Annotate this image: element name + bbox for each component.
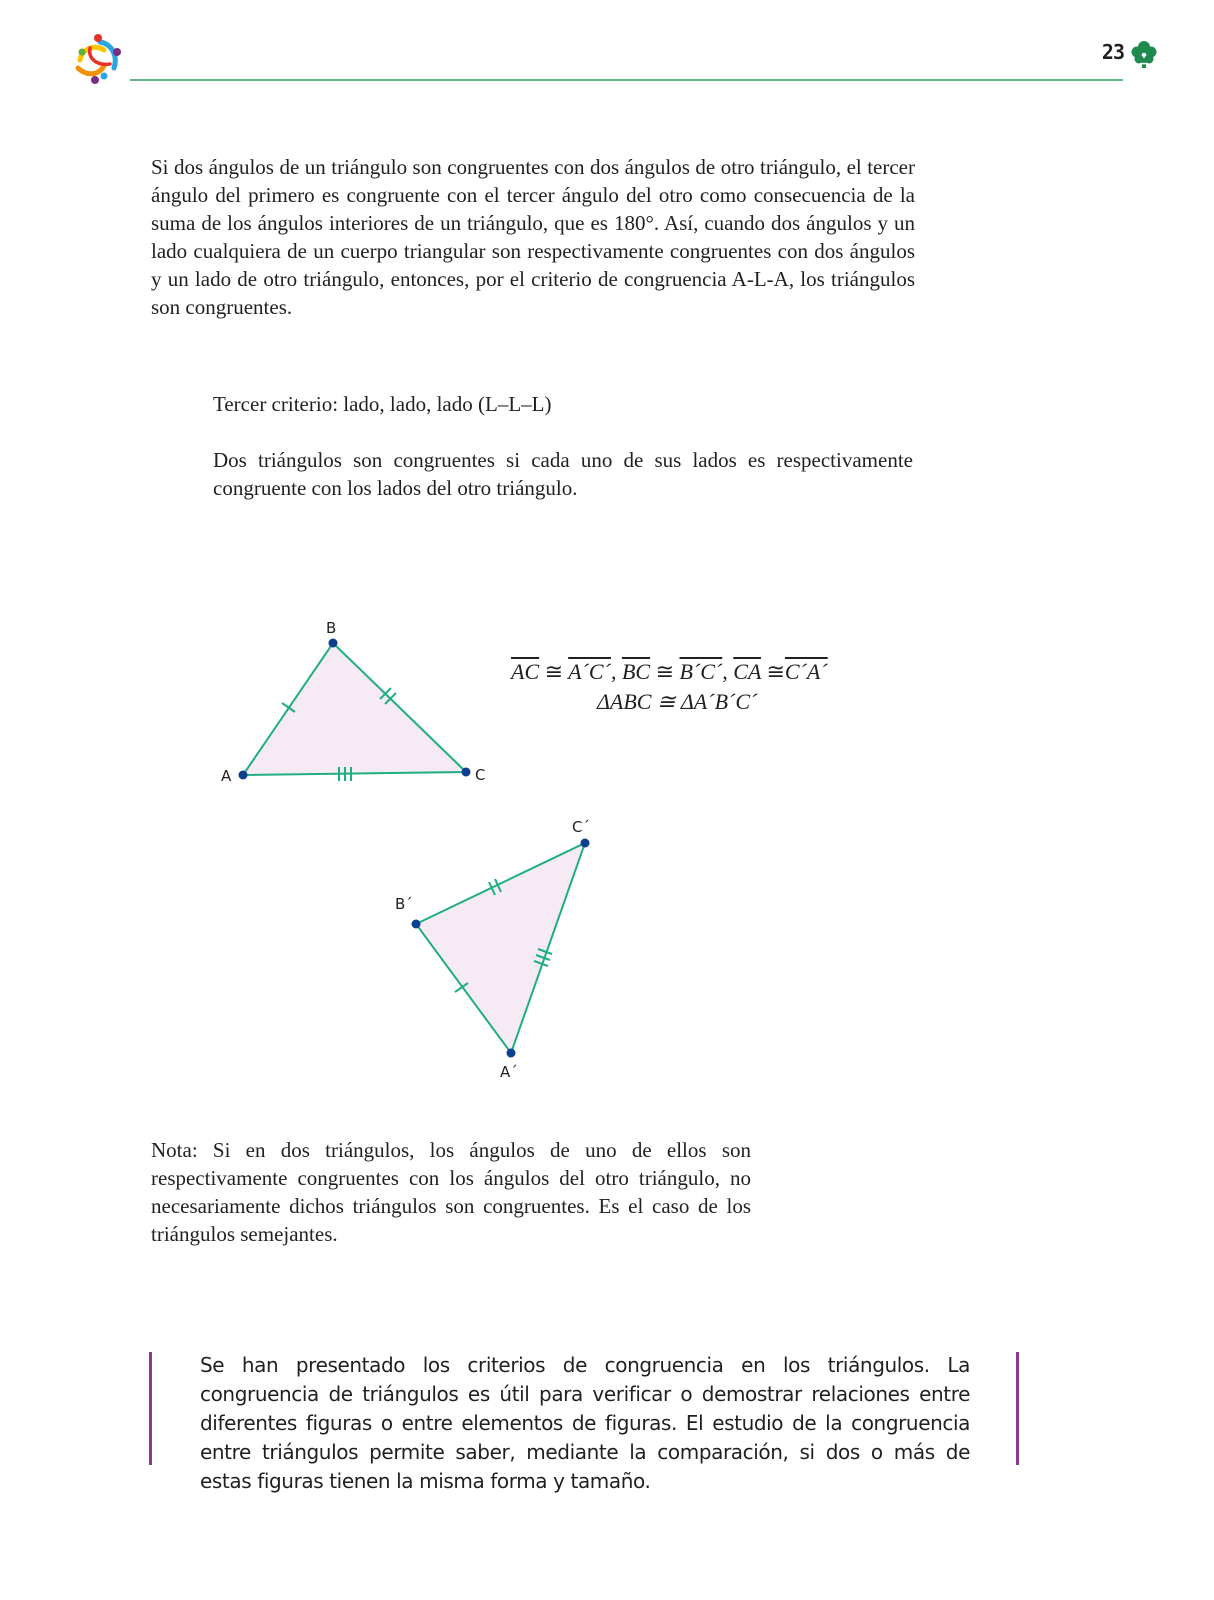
label-b-prime: B´ [395,895,413,913]
label-c-prime: C´ [572,818,590,836]
triangle-abc-prime [416,843,585,1053]
vertex-a-prime [507,1049,516,1058]
vertex-b-prime [412,920,421,929]
page-number: 23 [1101,40,1124,64]
note-paragraph: Nota: Si en dos triángulos, los ángulos de uno de ellos son respectivamente congruentes con los ángulos del otro triángulo, no necesariamente dichos triángulos son congruentes. Es el caso de los triángulos semejantes. [151,1138,751,1246]
segment-ac-prime: A´C´ [568,659,611,684]
criterion-text: Dos triángulos son congruentes si cada uno de sus lados es respectivamente congruente con los lados del otro triángulo. [213,448,913,500]
vertex-c-prime [581,839,590,848]
vertex-b [329,639,338,648]
separator-1: , [610,659,617,684]
congruent-symbol-1: ≅ [544,659,564,684]
congruent-symbol-3: ≅ [766,659,785,684]
triangle-abc [243,643,466,775]
segment-ca: $\overline{CA}$ [733,659,761,684]
label-c: C [475,766,486,784]
segment-ac: $\overline{AC}$ [511,659,540,684]
segment-ca-prime: C´A´ [784,659,828,684]
criterion-title: Tercer criterio: lado, lado, lado (L–L–L) [213,392,552,416]
vertex-c [462,768,471,777]
summary-paragraph: Se han presentado los criterios de congruencia en los triángulos. La congruencia de triángulos es útil para verificar o demostrar relaciones entre diferentes figuras o entre elementos de figuras. El estudio de la congruencia entre triángulos permite saber, mediante la comparación, si dos o más de estas figuras tienen la misma forma y tamaño. [200,1353,970,1493]
congruence-formula-triangles: ΔABC ≅ ΔA´B´C´ [597,689,758,714]
vertex-a [239,771,248,780]
label-a: A [221,767,232,785]
congruent-symbol-2: ≅ [655,659,674,684]
congruence-formula-sides [511,659,828,685]
label-b: B [326,619,337,637]
segment-bc-prime: B´C´ [679,659,723,684]
summary-box [149,1352,1019,1493]
segment-bc: $\overline{BC}$ [621,659,651,684]
separator-2: , [722,659,728,684]
label-a-prime: A´ [500,1063,518,1081]
intro-paragraph: Si dos ángulos de un triángulo son congruentes con dos ángulos de otro triángulo, el tercer ángulo del primero es congruente con el tercer ángulo del otro como consecuencia de la suma de los ángulos interiores de un triángulo, que es 180°. Así, cuando dos ángulos y un lado cualquiera de un cuerpo triangular son respectivamente congruentes con dos ángulos y un lado de otro triángulo, entonces, por el criterio de congruencia A-L-A, los triángulos son congruentes. [151,155,915,319]
